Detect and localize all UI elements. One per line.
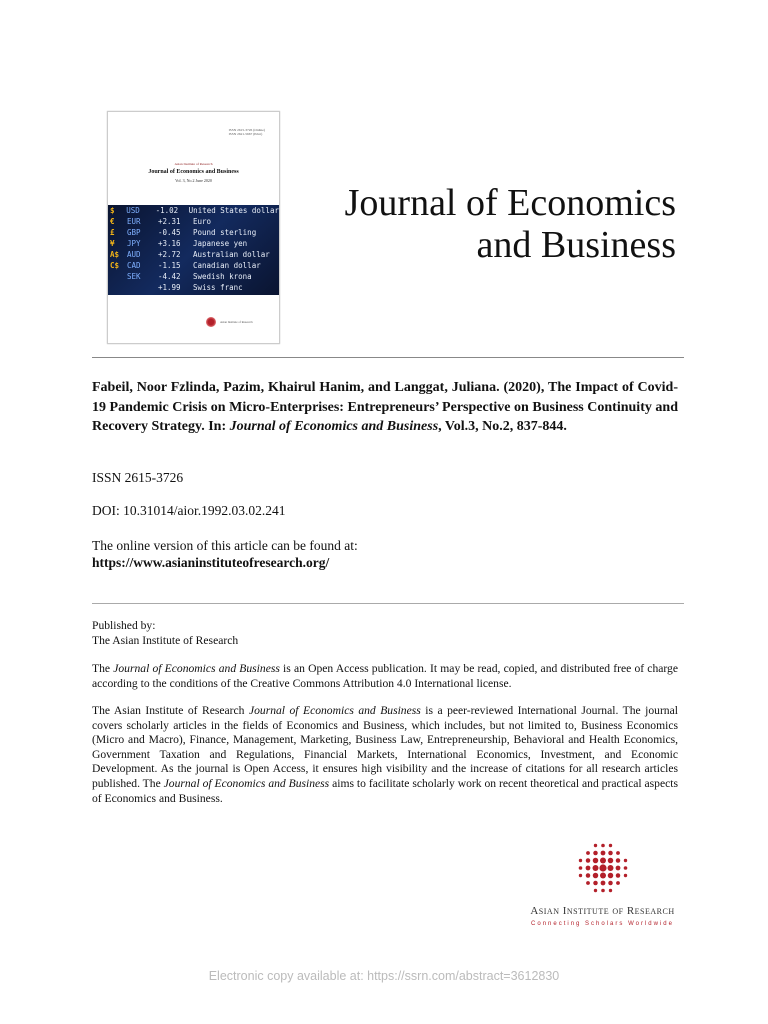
text: The Asian Institute of Research	[92, 704, 249, 717]
board-cur: CAD	[127, 261, 141, 270]
title-line-2: and Business	[476, 224, 676, 266]
logo-dot	[593, 844, 596, 847]
text: The	[92, 662, 114, 675]
board-val: +2.31	[158, 217, 181, 226]
logo-dot	[600, 881, 605, 886]
logo-dot	[616, 851, 620, 855]
logo-dot	[615, 866, 620, 871]
logo-dot	[585, 866, 590, 871]
board-name: Japanese yen	[193, 239, 248, 248]
text: is a peer-reviewed International Journal. The journal covers scholarly articles in the fields of Economics and Business, which includes, but not limited to, Business Economics (Micro and Macro), Finance, Management, Marketing, Business Law, Entrepreneurship, Behavioral and Health Economics, Government Taxation and Regulations, Financial Markets, International Economics, Investment, and Economic Development. As the journal is Open Access, it ensures high visibility and the increase of citations for all research articles published. The	[92, 704, 678, 790]
divider	[92, 603, 684, 604]
board-name: Swiss franc	[193, 283, 243, 292]
board-row	[108, 216, 279, 227]
cover-issn-print: ISSN 2621-5667 (Print)	[228, 132, 263, 136]
board-sym	[110, 282, 122, 293]
board-sym: £	[110, 228, 115, 237]
logo-name: Asian Institute of Research	[530, 905, 675, 917]
logo-dot	[600, 873, 606, 879]
journal-title	[345, 182, 676, 266]
board-name: United States dollar	[188, 206, 279, 215]
divider	[92, 357, 684, 358]
board-cur: JPY	[127, 239, 141, 248]
board-row	[108, 271, 279, 282]
logo-dot	[623, 874, 626, 877]
cover-journal-title: Journal of Economics and Business	[148, 169, 239, 175]
board-cur: AUD	[127, 250, 141, 259]
citation-journal: Journal of Economics and Business	[229, 419, 439, 434]
logo-dot	[623, 859, 626, 862]
text: is an Open Access publication. It may be read, copied, and distributed free of charge according to the conditions of the Creative Commons Attribution 4.0 International license.	[92, 662, 678, 690]
board-name: Australian dollar	[193, 250, 270, 259]
logo-dot	[578, 859, 581, 862]
cover-logo-icon	[206, 317, 216, 327]
citation-text: Fabeil, Noor Fzlinda, Pazim, Khairul Hanim, and Langgat, Juliana. (2020), The Impact of Covid-19 Pandemic Crisis on Micro-Enterprises: Entrepreneurs’ Perspective on Business Continuity and Recovery Strategy. In:	[92, 380, 678, 434]
logo-dot	[593, 889, 596, 892]
logo-dot	[586, 851, 590, 855]
journal-cover-image	[107, 111, 280, 344]
board-cur: EUR	[127, 217, 141, 226]
sphere-logo-icon	[573, 840, 633, 896]
logo-dot	[600, 858, 606, 864]
currency-board-image	[108, 205, 279, 295]
logo-dot	[578, 874, 581, 877]
logo-dot	[593, 881, 598, 886]
cover-institute: Asian Institute of Research	[174, 162, 213, 166]
board-name: Canadian dollar	[193, 261, 261, 270]
board-row	[108, 238, 279, 249]
board-val: -1.02	[155, 206, 179, 215]
ssrn-footer[interactable]: Electronic copy available at: https://ssrn.com/abstract=3612830	[208, 969, 560, 983]
logo-dot	[608, 844, 611, 847]
publisher-name: The Asian Institute of Research	[92, 634, 239, 647]
open-access-paragraph	[92, 662, 678, 691]
board-row	[108, 249, 279, 260]
title-line-1: Journal of Economics	[344, 182, 676, 224]
text: aims to facilitate scholarly work on recent theoretical and practical aspects of Economics and Business.	[92, 776, 678, 805]
board-val: -4.42	[158, 272, 181, 281]
board-val: +2.72	[158, 250, 181, 259]
logo-dot	[608, 889, 611, 892]
journal-name: Journal of Economics and Business	[113, 662, 280, 675]
cover-volume: Vol. 3, No.2 June 2020	[175, 178, 212, 183]
logo-dot	[592, 873, 598, 879]
logo-dot	[616, 881, 620, 885]
journal-description-paragraph	[92, 704, 678, 806]
logo-dot	[585, 873, 590, 878]
board-cur	[127, 282, 153, 293]
institute-logo	[515, 840, 690, 927]
logo-dot	[607, 858, 613, 864]
board-name: Swedish krona	[193, 272, 252, 281]
board-cur: GBP	[127, 228, 141, 237]
board-row	[108, 260, 279, 271]
board-sym: $	[110, 206, 115, 215]
citation-volume: , Vol.3, No.2, 837-844.	[438, 419, 567, 434]
board-sym: ¥	[110, 239, 115, 248]
cover-logo-text: Asian Institute of Research	[220, 320, 253, 324]
cover-issn	[229, 128, 265, 136]
logo-dot	[607, 865, 613, 871]
board-val: +3.16	[158, 239, 181, 248]
cover-issn-online: ISSN 2615-3726 (Online)	[228, 128, 265, 132]
citation	[92, 378, 678, 437]
logo-dot	[601, 844, 605, 848]
logo-dot	[615, 858, 620, 863]
online-version-text: The online version of this article can be found at:	[92, 538, 358, 553]
logo-tagline: Connecting Scholars Worldwide	[531, 921, 674, 927]
journal-url-link[interactable]: https://www.asianinstituteofresearch.org/	[92, 555, 330, 570]
journal-name: Journal of Economics and Business	[163, 776, 330, 790]
logo-dot	[608, 851, 613, 856]
board-name: Euro	[193, 217, 212, 226]
board-row	[108, 227, 279, 238]
board-val: +1.99	[158, 283, 181, 292]
logo-dot	[599, 864, 606, 871]
logo-dot	[601, 889, 605, 893]
board-val: -1.15	[158, 261, 181, 270]
board-val: -0.45	[158, 228, 181, 237]
logo-dot	[578, 866, 582, 870]
board-row	[108, 205, 279, 216]
logo-dot	[586, 881, 590, 885]
board-sym	[110, 271, 122, 282]
published-by-label: Published by:	[92, 619, 156, 632]
logo-dot	[615, 873, 620, 878]
board-row	[108, 282, 279, 293]
doi[interactable]: DOI: 10.31014/aior.1992.03.02.241	[92, 503, 286, 518]
logo-dot	[623, 866, 627, 870]
logo-dot	[608, 881, 613, 886]
board-sym: €	[110, 217, 115, 226]
board-sym: C$	[110, 261, 120, 270]
logo-dot	[585, 858, 590, 863]
journal-name: Journal of Economics and Business	[248, 704, 421, 717]
board-cur: SEK	[127, 272, 141, 281]
board-name: Pound sterling	[193, 228, 257, 237]
logo-dot	[592, 865, 598, 871]
board-cur: USD	[126, 206, 140, 215]
logo-dot	[592, 858, 598, 864]
logo-dot	[600, 851, 605, 856]
logo-dot	[607, 873, 613, 879]
issn: ISSN 2615-3726	[92, 470, 184, 485]
logo-dot	[593, 851, 598, 856]
board-sym: A$	[110, 250, 120, 259]
